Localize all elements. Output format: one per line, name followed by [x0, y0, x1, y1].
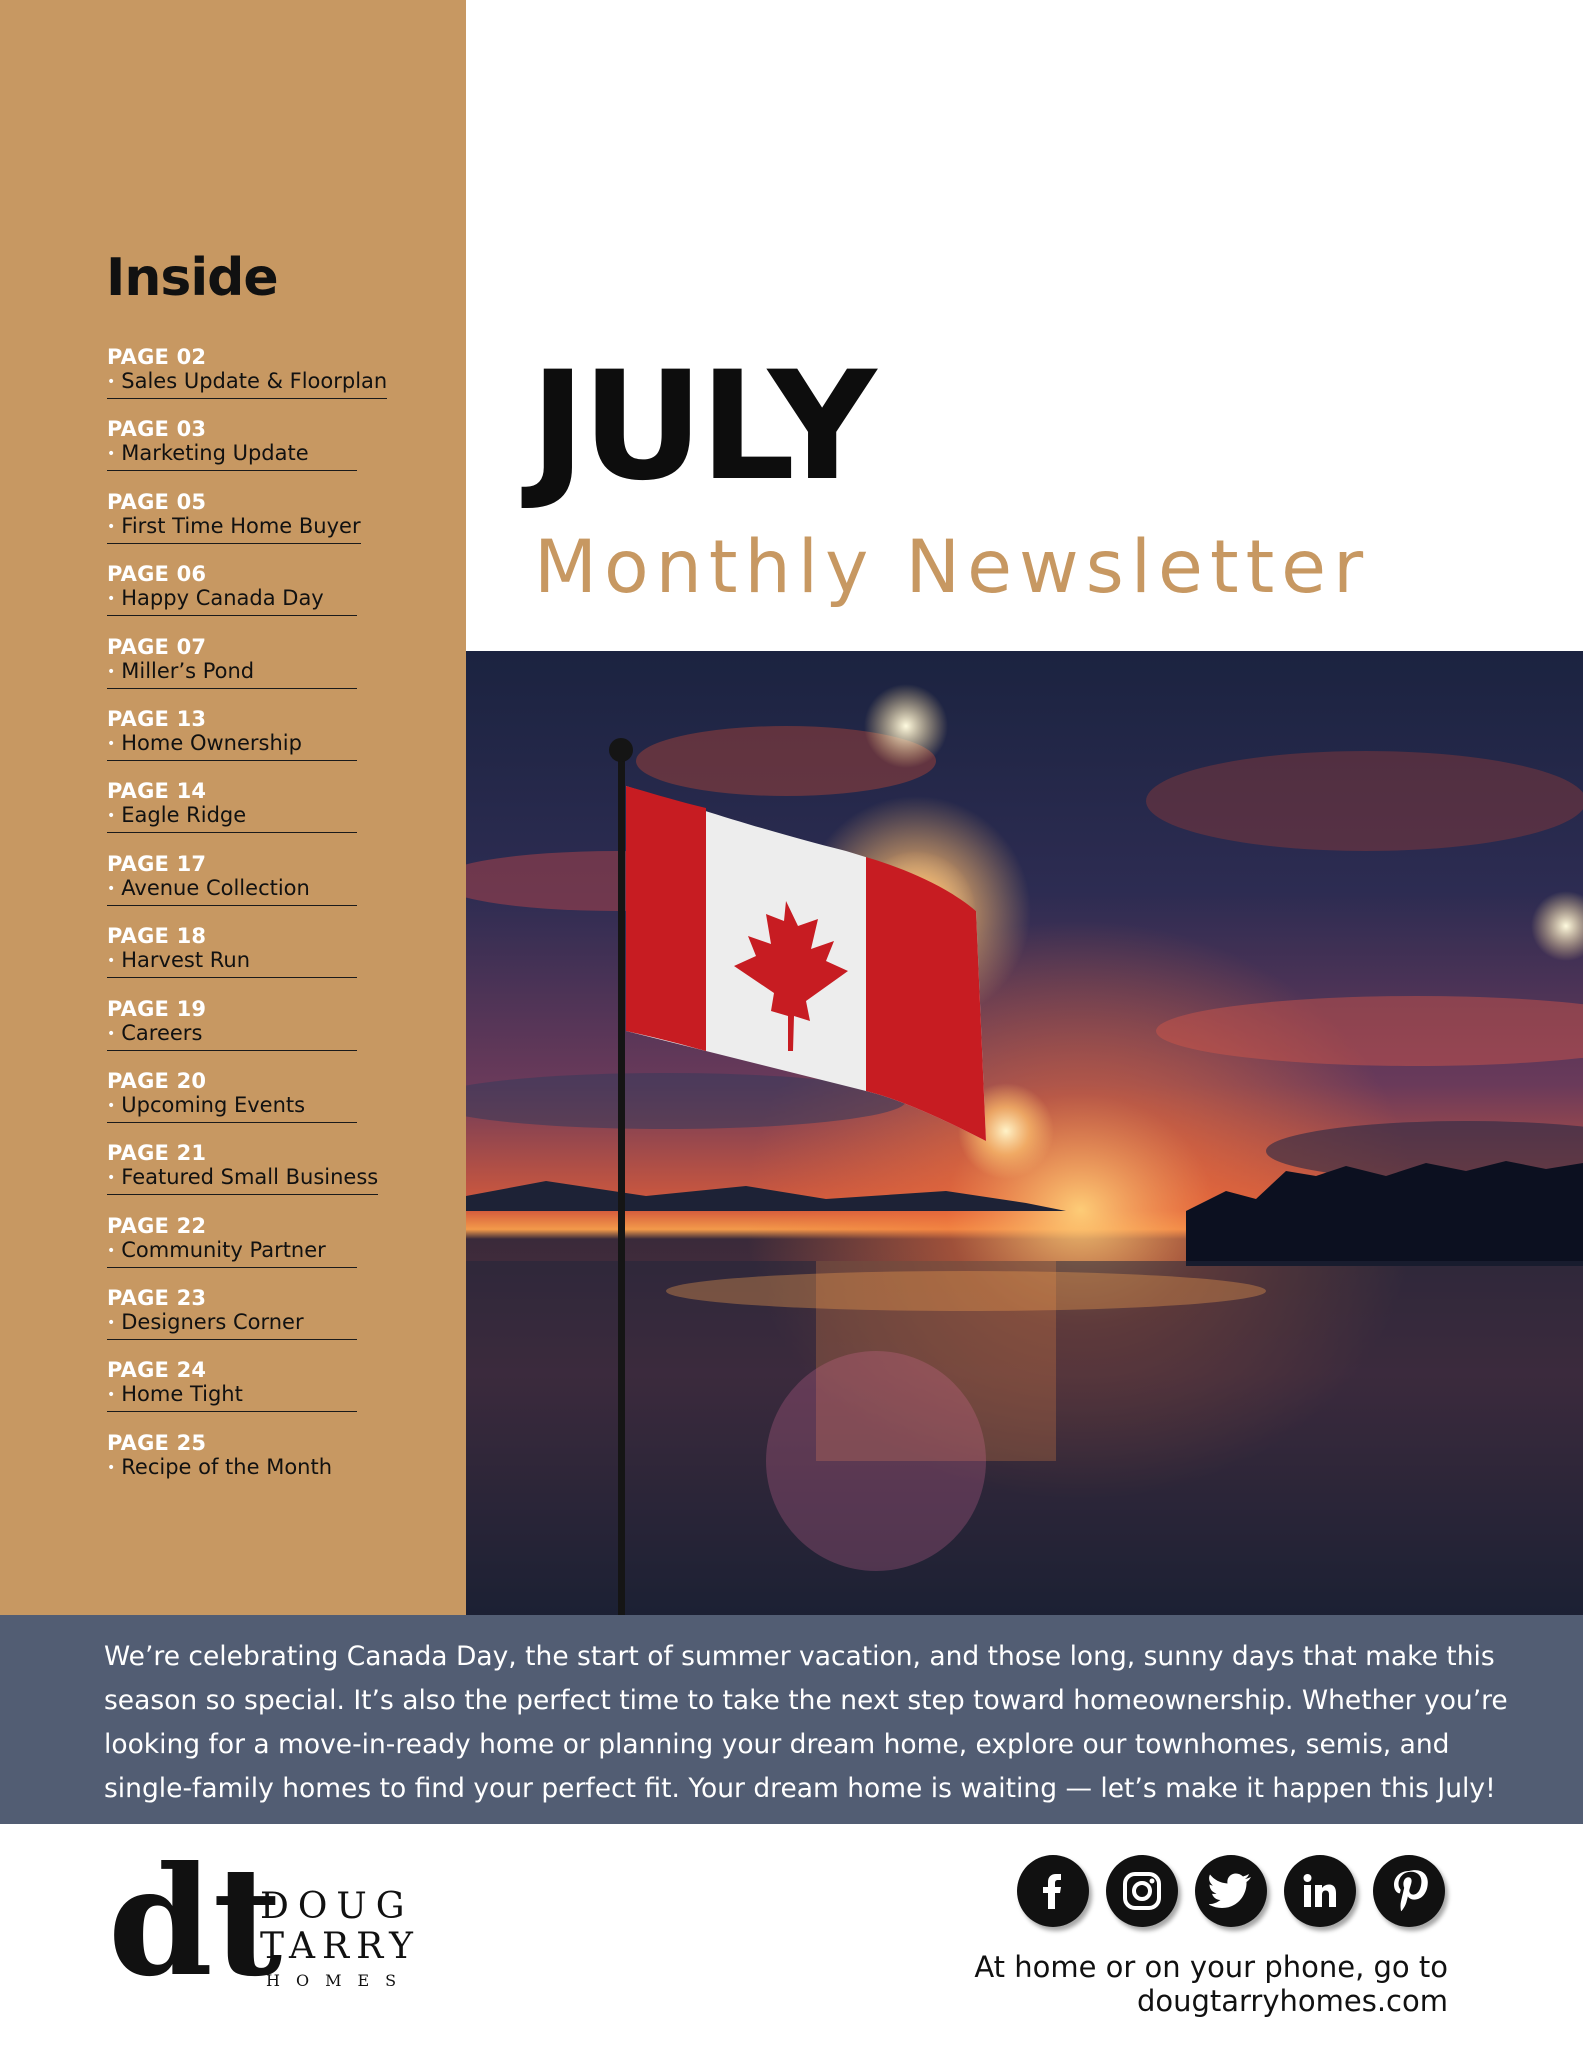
toc-page-number: PAGE 07: [107, 634, 207, 659]
linkedin-icon[interactable]: [1284, 1855, 1356, 1927]
toc-page-number: PAGE 17: [107, 851, 207, 876]
bullet-icon: •: [107, 735, 116, 752]
toc-item-page-07[interactable]: [107, 635, 397, 707]
logo-line3: HOMES: [266, 1971, 413, 1990]
toc-page-number: PAGE 03: [107, 417, 207, 442]
toc-item-page-06[interactable]: [107, 562, 397, 634]
bullet-icon: •: [107, 1025, 116, 1042]
toc-page-number: PAGE 22: [107, 1213, 207, 1238]
toc-page-number: PAGE 25: [107, 1430, 207, 1455]
inside-heading: Inside: [106, 248, 278, 308]
hero-image: [466, 651, 1583, 1615]
bullet-icon: •: [107, 663, 116, 680]
toc-title: Designers Corner: [121, 1310, 304, 1335]
toc-title: Avenue Collection: [121, 875, 310, 900]
doug-tarry-homes-logo[interactable]: [108, 1846, 428, 1996]
table-of-contents: [107, 345, 397, 1503]
toc-title: Harvest Run: [121, 948, 251, 973]
month-title: JULY: [530, 340, 873, 514]
bullet-icon: •: [107, 953, 116, 970]
toc-page-number: PAGE 21: [107, 1141, 207, 1166]
canada-flag-fireworks-image: [466, 651, 1583, 1615]
toc-title: Home Tight: [121, 1382, 243, 1407]
facebook-icon[interactable]: [1017, 1855, 1089, 1927]
bullet-icon: •: [107, 1315, 116, 1332]
toc-page-number: PAGE 23: [107, 1286, 207, 1311]
toc-item-page-19[interactable]: [107, 997, 397, 1069]
toc-page-number: PAGE 18: [107, 924, 207, 949]
toc-title: Eagle Ridge: [121, 803, 247, 828]
logo-line1: DOUG: [260, 1886, 414, 1927]
toc-page-number: PAGE 14: [107, 779, 207, 804]
toc-page-number: PAGE 13: [107, 706, 207, 731]
toc-title: Upcoming Events: [121, 1092, 306, 1117]
toc-item-page-22[interactable]: [107, 1214, 397, 1286]
toc-title: Community Partner: [121, 1237, 326, 1262]
toc-item-page-02[interactable]: [107, 345, 397, 417]
bullet-icon: •: [107, 1170, 116, 1187]
toc-item-page-03[interactable]: [107, 417, 397, 489]
logo-line2: TARRY: [260, 1926, 420, 1967]
bullet-icon: •: [107, 1097, 116, 1114]
toc-title: Miller’s Pond: [121, 658, 255, 683]
toc-item-page-14[interactable]: [107, 779, 397, 851]
bullet-icon: •: [107, 1387, 116, 1404]
intro-band: [0, 1615, 1583, 1824]
twitter-icon[interactable]: [1195, 1855, 1267, 1927]
intro-text: We’re celebrating Canada Day, the start of summer vacation, and those long, sunny days that make this season so special. It’s also the perfect time to take the next step toward homeownership. Whether you’re looking for a move-in-ready home or planning your dream home, explore our townhomes, semis, and single-family homes to find your perfect fit. Your dream home is waiting — let’s make it happen this July!: [104, 1641, 1508, 1804]
toc-item-page-17[interactable]: [107, 852, 397, 924]
bullet-icon: •: [107, 880, 116, 897]
bullet-icon: •: [107, 808, 116, 825]
toc-title: Sales Update & Floorplan: [121, 369, 388, 393]
toc-title: Happy Canada Day: [121, 586, 324, 611]
logo-graphic: [108, 1846, 428, 1996]
newsletter-subtitle: Monthly Newsletter: [534, 525, 1371, 610]
toc-page-number: PAGE 02: [107, 345, 207, 369]
toc-title: Recipe of the Month: [121, 1454, 333, 1479]
toc-item-page-20[interactable]: [107, 1069, 397, 1141]
bullet-icon: •: [107, 591, 116, 608]
logo-monogram: dt: [108, 1846, 283, 1996]
toc-page-number: PAGE 19: [107, 996, 207, 1021]
toc-item-page-13[interactable]: [107, 707, 397, 779]
toc-title: Home Ownership: [121, 730, 302, 755]
toc-item-page-21[interactable]: [107, 1141, 397, 1213]
toc-title: Featured Small Business: [121, 1165, 379, 1190]
instagram-icon[interactable]: [1106, 1855, 1178, 1927]
toc-item-page-25[interactable]: [107, 1431, 397, 1503]
bullet-icon: •: [107, 446, 116, 463]
toc-title: Careers: [121, 1020, 203, 1045]
website-cta: At home or on your phone, go to dougtarryhomes.com: [974, 1950, 1448, 2018]
toc-title: Marketing Update: [121, 441, 309, 466]
toc-item-page-05[interactable]: [107, 490, 397, 562]
toc-item-page-18[interactable]: [107, 924, 397, 996]
pinterest-icon[interactable]: [1373, 1855, 1445, 1927]
bullet-icon: •: [107, 374, 116, 390]
toc-page-number: PAGE 24: [107, 1358, 207, 1383]
toc-item-page-24[interactable]: [107, 1358, 397, 1430]
toc-page-number: PAGE 05: [107, 489, 207, 514]
toc-item-page-23[interactable]: [107, 1286, 397, 1358]
bullet-icon: •: [107, 1242, 116, 1259]
toc-page-number: PAGE 06: [107, 562, 207, 587]
toc-title: First Time Home Buyer: [121, 513, 361, 538]
social-links: [1017, 1855, 1445, 1927]
toc-page-number: PAGE 20: [107, 1068, 207, 1093]
sidebar: [0, 0, 466, 1615]
bullet-icon: •: [107, 1459, 116, 1476]
bullet-icon: •: [107, 518, 116, 535]
